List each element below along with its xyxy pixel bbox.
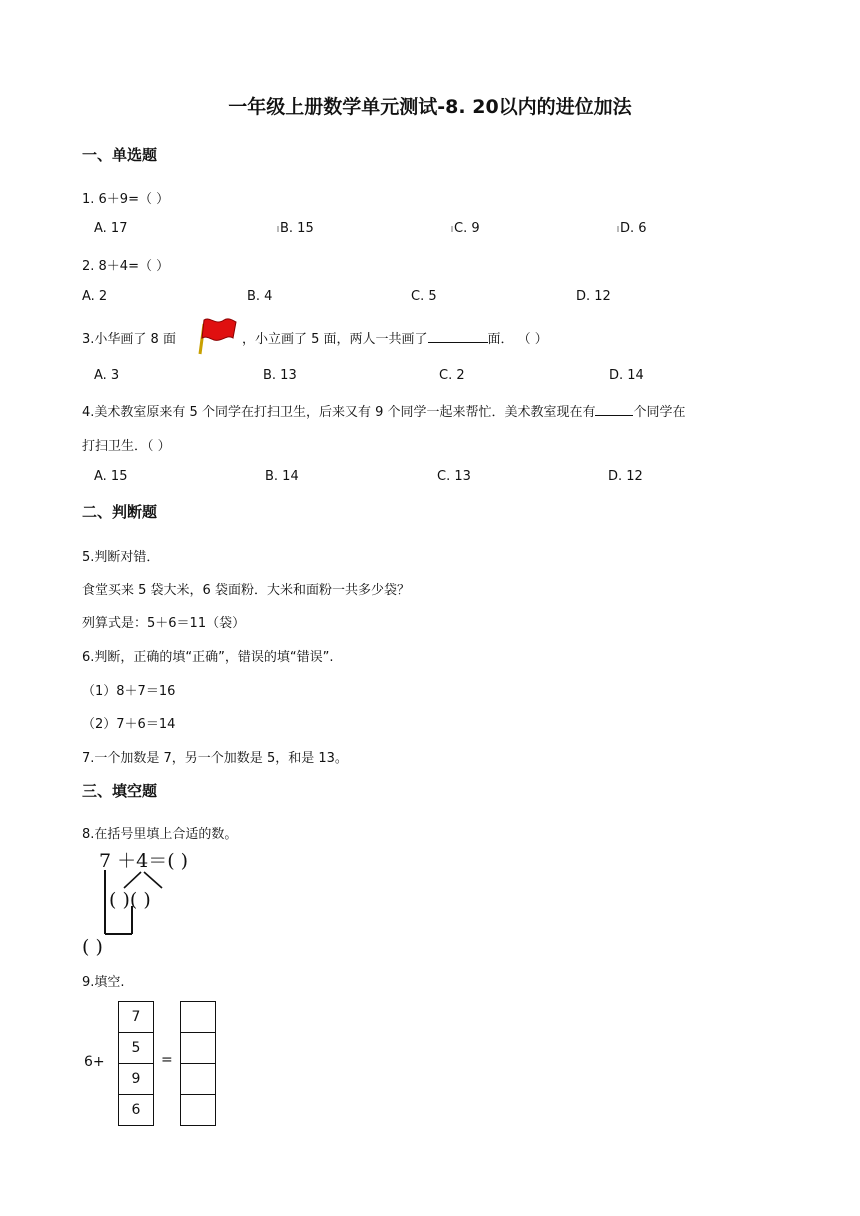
- question-3-option-c[interactable]: C. 2: [439, 368, 465, 383]
- question-2-stem: 2. 8＋4=（ ）: [82, 259, 170, 274]
- answer-cell[interactable]: [181, 1095, 216, 1126]
- page-title: 一年级上册数学单元测试-8. 20以内的进位加法: [228, 96, 632, 118]
- question-9-answer-table: [180, 1001, 216, 1126]
- question-4-line-1: [82, 401, 686, 420]
- question-1-option-d[interactable]: D. 6: [620, 221, 647, 236]
- answer-blank[interactable]: [428, 328, 488, 343]
- answer-blank[interactable]: [595, 401, 633, 416]
- question-4-text: 4.美术教室原来有 5 个同学在打扫卫生，后来又有 9 个同学一起来帮忙．美术教室现在有: [82, 405, 596, 420]
- addend-cell: 6: [119, 1095, 154, 1126]
- question-5-line-1: 5.判断对错．: [82, 550, 160, 565]
- question-1-option-b[interactable]: B. 15: [280, 221, 314, 236]
- question-8-bottom-blank[interactable]: ( ): [82, 936, 103, 958]
- question-3-stem-tail: 面． （ ）: [487, 332, 548, 347]
- answer-cell[interactable]: [181, 1033, 216, 1064]
- question-1-option-a[interactable]: A. 17: [94, 221, 128, 236]
- question-8-equation: 7 ＋4＝( ): [99, 850, 189, 872]
- question-2-option-d[interactable]: D. 12: [576, 289, 611, 304]
- question-9-prefix: 6+: [84, 1054, 105, 1070]
- question-3-option-b[interactable]: B. 13: [263, 368, 297, 383]
- section-heading-single-choice: 一、单选题: [82, 146, 158, 164]
- question-3-option-d[interactable]: D. 14: [609, 368, 644, 383]
- question-9-addend-table: [118, 1001, 154, 1126]
- question-4-option-c[interactable]: C. 13: [437, 469, 471, 484]
- addend-cell: 9: [119, 1064, 154, 1095]
- question-6-line-2: （1）8＋7＝16: [82, 684, 176, 699]
- question-8-line-1: 8.在括号里填上合适的数。: [82, 827, 238, 842]
- question-4-option-b[interactable]: B. 14: [265, 469, 299, 484]
- question-3-stem-part-a: 3.小华画了 8 面: [82, 332, 176, 347]
- question-9-line-1: 9.填空.: [82, 975, 125, 990]
- question-4-option-a[interactable]: A. 15: [94, 469, 128, 484]
- question-2-option-c[interactable]: C. 5: [411, 289, 437, 304]
- option-marker: [277, 226, 279, 232]
- question-4-option-d[interactable]: D. 12: [608, 469, 643, 484]
- question-2-option-a[interactable]: A. 2: [82, 289, 108, 304]
- answer-cell[interactable]: [181, 1064, 216, 1095]
- question-1-stem: 1. 6＋9=（ ）: [82, 192, 170, 207]
- option-marker: [617, 226, 619, 232]
- question-4-text-tail: 个同学在: [633, 405, 686, 420]
- question-6-line-1: 6.判断，正确的填“正确”，错误的填“错误”.: [82, 650, 334, 665]
- question-8-split-blanks[interactable]: ( )( ): [109, 889, 151, 911]
- answer-cell[interactable]: [181, 1002, 216, 1033]
- red-flag-icon: [196, 312, 240, 356]
- question-2-option-b[interactable]: B. 4: [247, 289, 273, 304]
- question-1-option-c[interactable]: C. 9: [454, 221, 480, 236]
- question-3-stem-part-b: [242, 328, 548, 347]
- question-5-line-3: 列算式是：5＋6＝11（袋）: [82, 616, 246, 631]
- addend-cell: 7: [119, 1002, 154, 1033]
- addend-cell: 5: [119, 1033, 154, 1064]
- section-heading-fill-blank: 三、填空题: [82, 782, 158, 800]
- question-7-line-1: 7.一个加数是 7，另一个加数是 5，和是 13。: [82, 751, 348, 766]
- section-heading-true-false: 二、判断题: [82, 503, 158, 521]
- question-3-option-a[interactable]: A. 3: [94, 368, 120, 383]
- question-3-stem-text: ，小立画了 5 面，两人一共画了: [242, 332, 428, 347]
- question-5-line-2: 食堂买来 5 袋大米，6 袋面粉．大米和面粉一共多少袋？: [82, 583, 410, 598]
- option-marker: [451, 226, 453, 232]
- question-4-line-2: 打扫卫生．（ ）: [82, 439, 171, 454]
- question-6-line-3: （2）7＋6＝14: [82, 717, 176, 732]
- question-9-equals: =: [161, 1052, 173, 1068]
